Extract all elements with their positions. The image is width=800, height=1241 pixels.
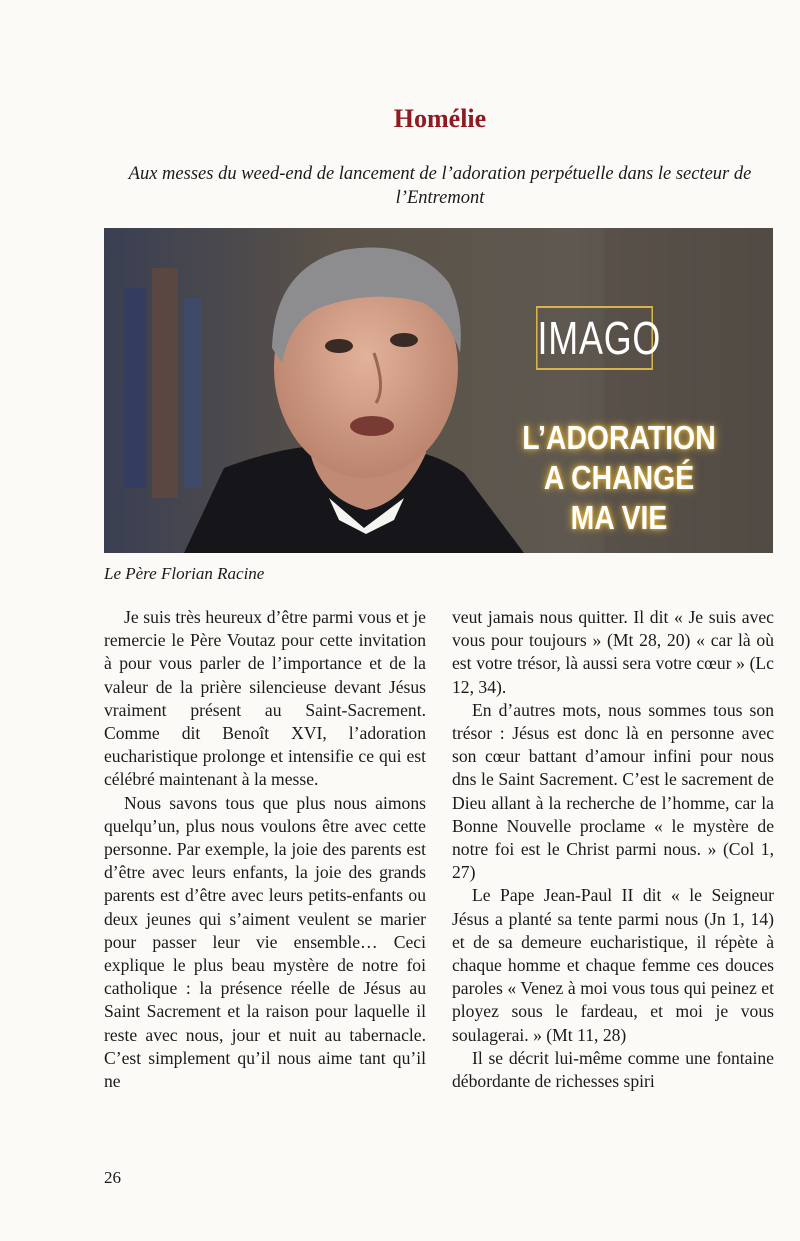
article-title: Homélie [393,104,487,133]
paragraph: Nous savons tous que plus nous aimons quelqu’un, plus nous voulons être avec cette personne. Par exemple, la joie des parents est d’être avec leurs enfants, la joie des grands parents est d’être avec leurs petits-enfants ou deux jeunes qui s’aiment veulent se marier pour passer leur vie ensemble… Ceci explique le plus beau mystère de notre foi catholique : la présence réelle de Jésus au Saint Sacrement et la raison pour laquelle il reste avec nous, jour et nuit au tabernacle. C’est simplement qu’il nous aime tant qu’il ne [104,792,426,1092]
paragraph: veut jamais nous quitter. Il dit « Je suis avec vous pour toujours » (Mt 28, 20) « car là où est votre trésor, là aussi sera votre cœur » (Lc 12, 34). [452,607,774,697]
article-photo [104,228,773,553]
paragraph: En d’autres mots, nous sommes tous son trésor : Jésus est donc là en personne avec son cœur battant d’amour infini pour nous dns le Saint Sacrement. C’est le sacrement de Dieu allant à la recherche de l’homme, car la Bonne Nouvelle proclame « le mystère de notre foi est le Christ parmi nous. » (Col 1, 27) [452,699,774,883]
headline-line: A CHANGÉ [543,459,695,496]
paragraph: Le Pape Jean-Paul II dit « le Seigneur Jésus a planté sa tente parmi nous (Jn 1, 14) et de sa demeure eucharistique, il répète à chaque homme et chaque femme ces douces paroles « Venez à moi vous tous qui peinez et ployez sous le fardeau, et moi je vous soulagerai. » (Mt 11, 28) [452,885,774,1045]
photo-headline [494,418,743,538]
text-column-left [104,606,426,1093]
article-subtitle: Aux messes du weed-end de lancement de l’adoration perpétuelle dans le secteur de l’Entremont [128,164,752,208]
headline-line: L’ADORATION [522,419,716,456]
imago-logo: IMAGO [536,306,653,370]
headline-line: MA VIE [570,499,668,536]
page-number: 26 [104,1168,121,1187]
photo-caption: Le Père Florian Racine [104,564,265,583]
paragraph: Il se décrit lui-même comme une fontaine débordante de richesses spiri [452,1047,774,1092]
paragraph: Je suis très heureux d’être parmi vous et je remercie le Père Voutaz pour cette invitation à pour vous parler de l’importance et de la valeur de la prière silencieuse devant Jésus vraiment présent au Saint-Sacrement. Comme dit Benoît XVI, l’adoration eucharistique prolonge et intensifie ce qui est célébré maintenant à la messe. [104,607,426,790]
text-column-right [452,606,774,1093]
